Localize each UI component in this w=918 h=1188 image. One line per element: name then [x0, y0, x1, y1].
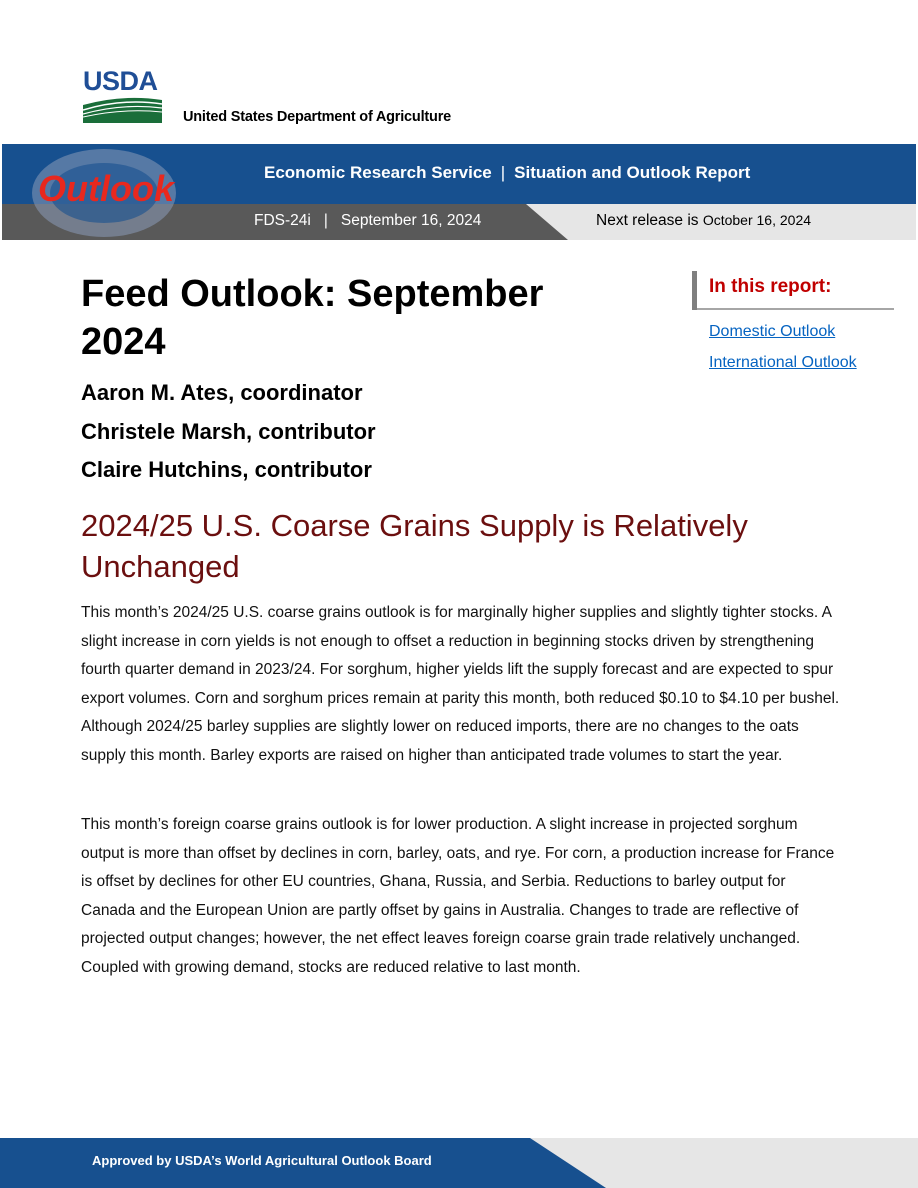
sidebar-divider	[697, 308, 894, 310]
link-domestic-outlook[interactable]: Domestic Outlook	[709, 323, 836, 340]
link-international-outlook[interactable]: International Outlook	[709, 354, 857, 371]
sidebar-accent-bar	[692, 271, 697, 310]
next-release-label: Next release is	[596, 212, 699, 229]
usda-logo-text: USDA	[83, 66, 158, 96]
usda-field-graphic	[83, 96, 162, 123]
author-contributor-2: Claire Hutchins, contributor	[81, 457, 372, 482]
report-meta	[254, 212, 481, 230]
paragraph-foreign: This month’s foreign coarse grains outlook is for lower production. A slight increase in projected sorghum output is more than offset by declines in corn, barley, oats, and rye. For corn, a production increase for France is offset by declines for other EU countries, Ghana, Russia, and Serbia. Reductions to barley output for Canada and the European Union are partly offset by gains in Australia. Changes to trade are reflective of projected output changes; however, the net effect leaves foreign coarse grain trade relatively unchanged. Coupled with growing demand, stocks are reduced relative to last month.	[81, 816, 835, 976]
banner-separator: |	[500, 163, 506, 182]
next-release-date: October 16, 2024	[702, 212, 812, 228]
section-heading: 2024/25 U.S. Coarse Grains Supply is Relatively Unchanged	[81, 508, 748, 584]
paragraph-domestic: This month’s 2024/25 U.S. coarse grains outlook is for marginally higher supplies and slightly tighter stocks. A slight increase in corn yields is not enough to offset a reduction in beginning stocks driven by strengthening fourth quarter demand in 2023/24. For sorghum, higher yields lift the supply forecast and are expected to spur export volumes. Corn and sorghum prices remain at parity this month, both reduced $0.10 to $4.10 per bushel. Although 2024/25 barley supplies are slightly lower on reduced imports, there are no changes to the oats supply this month. Barley exports are raised on higher than anticipated trade volumes to start the year.	[81, 604, 840, 764]
usda-logo	[83, 68, 163, 124]
author-contributor-1: Christele Marsh, contributor	[81, 419, 376, 444]
report-number: FDS-24i	[254, 212, 311, 229]
document-title-line-2: 2024	[81, 321, 166, 363]
meta-separator: |	[323, 212, 328, 229]
department-name: United States Department of Agriculture	[183, 109, 452, 125]
footer-approval-text: Approved by USDA’s World Agricultural Outlook Board	[92, 1153, 432, 1168]
banner-title	[264, 163, 750, 183]
outlook-logo-text: Outlook	[38, 168, 174, 209]
outlook-logo	[28, 143, 180, 241]
sidebar-heading: In this report:	[709, 276, 832, 297]
banner-agency: Economic Research Service	[264, 163, 492, 182]
document-title-line-1: Feed Outlook: September	[81, 273, 544, 315]
banner-report-type: Situation and Outlook Report	[514, 163, 751, 182]
author-coordinator: Aaron M. Ates, coordinator	[81, 380, 363, 405]
document-title	[81, 270, 601, 366]
release-date: September 16, 2024	[340, 212, 482, 229]
next-release	[596, 212, 811, 230]
